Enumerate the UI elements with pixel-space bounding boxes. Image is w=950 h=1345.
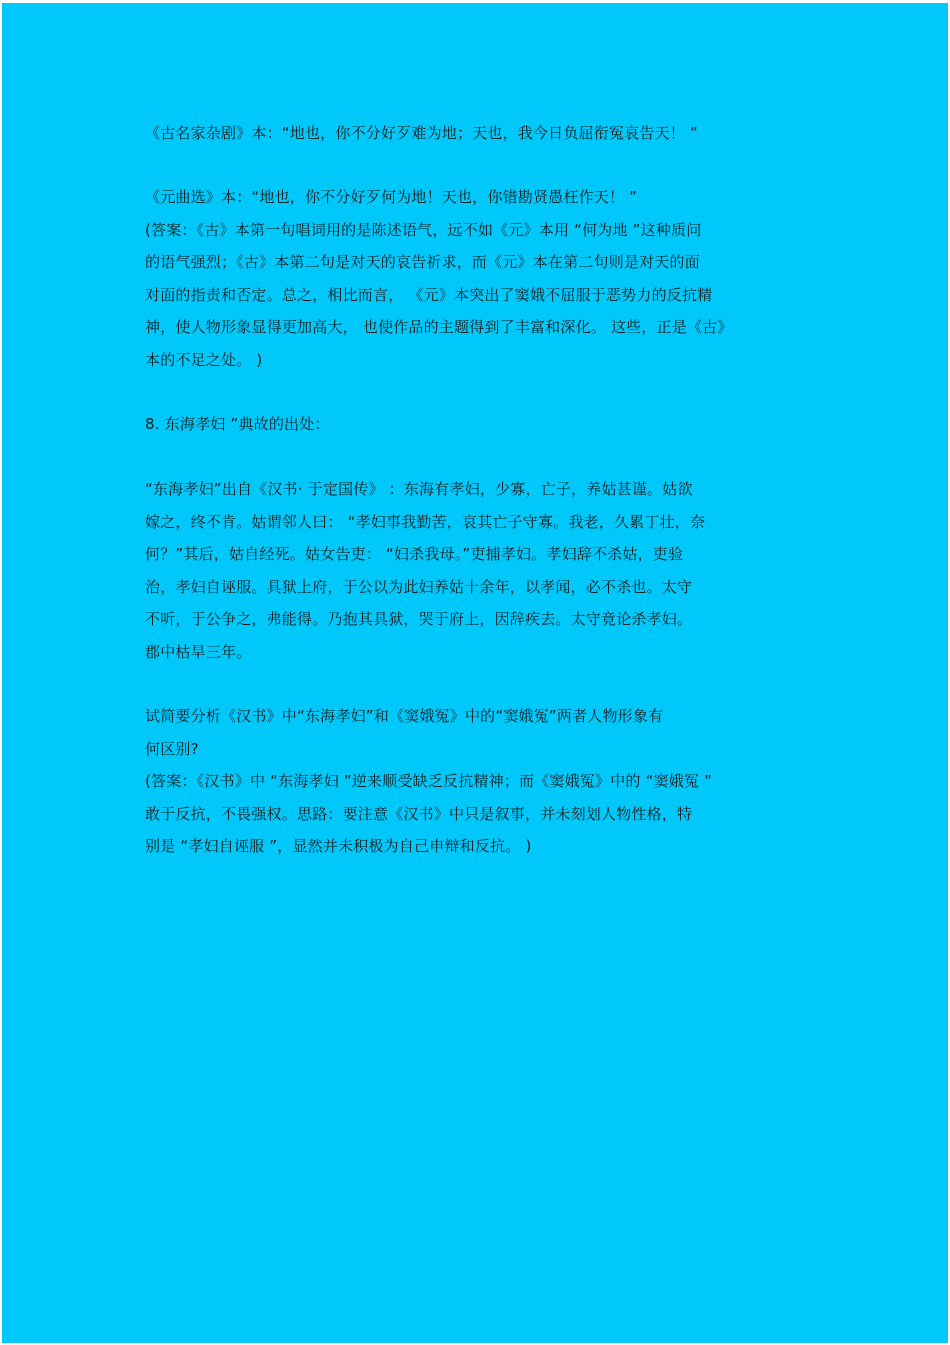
question-line: 何区别? <box>145 740 199 758</box>
section-heading: 8. 东海孝妇 ”典故的出处： <box>145 415 330 433</box>
answer-line: (答案：《汉书》中 “东海孝妇 ”逆来顺受缺乏反抗精神；而《窦娥冤》中的 “窦娥冤 ” <box>145 772 713 790</box>
text-line: 不听，于公争之，弗能得。乃抱其具狱，哭于府上，因辞疾去。太守竟论杀孝妇。 <box>145 610 693 628</box>
document-page <box>2 3 948 1343</box>
text-line: 何？”其后，姑自经死。姑女告吏： “妇杀我母。”吏捕孝妇。孝妇辞不杀姑，吏验 <box>145 545 684 563</box>
question-line: 试简要分析《汉书》中“东海孝妇”和《窦娥冤》中的“窦娥冤”两者人物形象有 <box>145 707 664 725</box>
text-line: “东海孝妇”出自《汉书· 于定国传》 ：东海有孝妇，少寡，亡子，养姑甚谨。姑欲 <box>145 480 693 498</box>
text-line: 嫁之，终不肯。姑谓邻人曰： “孝妇事我勤苦，哀其亡子守寡。我老，久累丁壮，奈 <box>145 513 706 531</box>
answer-line: 敢于反抗，不畏强权。思路：要注意《汉书》中只是叙事，并未刻划人物性格，特 <box>145 805 693 823</box>
text-line: 神，使人物形象显得更加高大， 也使作品的主题得到了丰富和深化。 这些，正是《古》 <box>145 318 733 336</box>
answer-line: 别是 “孝妇自诬服 ”，显然并未积极为自己申辩和反抗。 ) <box>145 837 532 855</box>
text-line: 郡中枯旱三年。 <box>145 643 252 661</box>
text-line: 对面的指责和否定。总之，相比而言， 《元》本突出了窦娥不屈服于恶势力的反抗精 <box>145 286 713 304</box>
text-line: 治，孝妇自诬服。具狱上府，于公以为此妇养姑十余年，以孝闻，必不杀也。太守 <box>145 578 693 596</box>
text-line: 本的不足之处。 ) <box>145 351 263 369</box>
text-line: 的语气强烈；《古》本第二句是对天的哀告祈求，而《元》本在第二句则是对天的面 <box>145 253 700 271</box>
text-line: 《元曲选》本：“地也，你不分好歹何为地！天也，你错勘贤愚枉作天！ ” <box>145 188 638 206</box>
text-line: (答案：《古》本第一句唱词用的是陈述语气，远不如《元》本用 “何为地 ”这种质问 <box>145 221 702 239</box>
text-line: 《古名家杂剧》本：“地也，你不分好歹难为地；天也，我今日负屈衔冤哀告天！ ” <box>145 124 698 142</box>
